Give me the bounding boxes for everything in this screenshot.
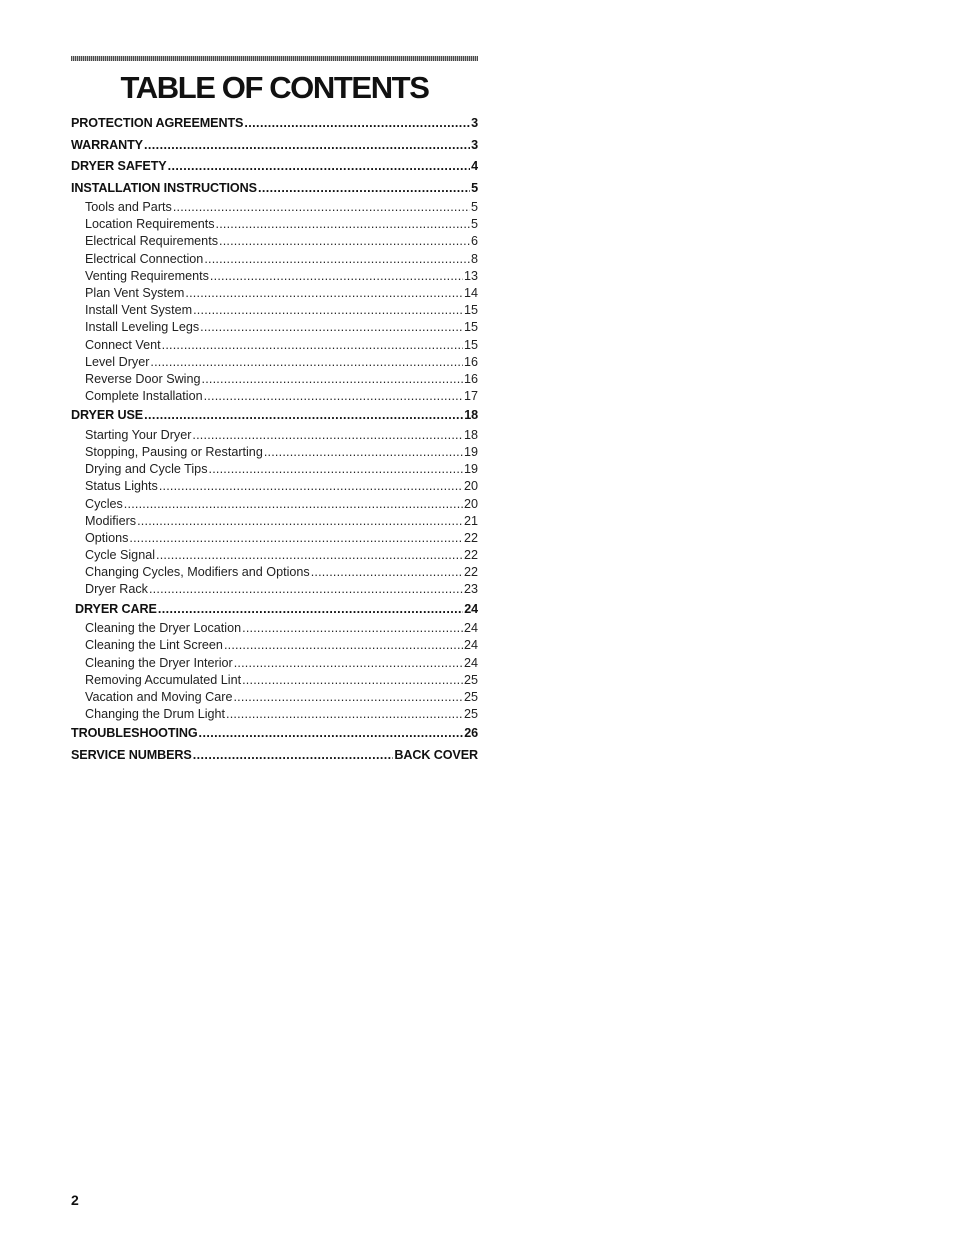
toc-subentry-label: Complete Installation [85,389,203,404]
toc-entry-page: 18 [464,408,478,423]
dot-leader [242,620,463,637]
dot-leader [202,371,463,388]
toc-subentry[interactable] [71,199,478,216]
toc-subentry[interactable] [71,371,478,388]
toc-subentry-page: 19 [463,444,478,459]
page-number: 2 [71,1192,79,1208]
toc-entry-label: PROTECTION AGREEMENTS [71,116,244,130]
dot-leader [193,302,463,319]
toc-subentry-label: Connect Vent [85,337,161,352]
toc-subentry-page: 25 [463,707,478,722]
toc-entry-label: TROUBLESHOOTING [71,726,198,741]
dot-leader [173,199,470,216]
toc-subentry-label: Drying and Cycle Tips [85,462,208,477]
toc-subentry-page: 6 [470,234,478,249]
dot-leader [144,135,470,157]
toc-subentry[interactable] [71,564,478,581]
dot-leader [234,655,463,672]
toc-subentry-label: Starting Your Dryer [85,427,192,442]
dot-leader [129,530,463,547]
toc-subentry-label: Cleaning the Lint Screen [85,638,223,653]
toc-subentry[interactable] [71,233,478,250]
dot-leader [219,233,470,250]
toc-subentry-page: 24 [463,655,478,670]
dot-leader [156,547,463,564]
toc-subentry[interactable] [71,620,478,637]
dot-leader [124,496,463,513]
dot-leader [209,461,463,478]
toc-entry-page: 26 [464,726,478,741]
toc-subentry-page: 16 [463,371,478,386]
toc-subentry-page: 25 [463,689,478,704]
toc-subentry[interactable] [71,251,478,268]
dot-leader [311,564,463,581]
toc-subentry[interactable] [71,581,478,598]
toc-subentry-label: Cycle Signal [85,548,155,563]
toc-subentry[interactable] [71,547,478,564]
toc-subentry[interactable] [71,496,478,513]
dot-leader [144,405,463,427]
toc-subentry-label: Changing the Drum Light [85,707,226,722]
toc-subentry-page: 5 [470,200,478,214]
toc-subentry-page: 13 [463,268,478,283]
toc-subentry-page: 20 [463,496,478,511]
toc-entry-page: 5 [471,180,478,195]
dot-leader [158,599,463,621]
toc-subentry[interactable] [71,478,478,495]
toc-subentry-page: 25 [463,672,478,687]
dot-leader [242,672,463,689]
dot-leader [204,388,463,405]
dot-leader [149,581,463,598]
toc-subentry-label: Location Requirements [85,217,215,232]
dot-leader [192,427,463,444]
toc-subentry-label: Status Lights [85,479,158,494]
toc-subentry-label: Removing Accumulated Lint [85,672,242,687]
toc-entry-page: 24 [464,601,478,616]
dot-leader [137,513,463,530]
toc-entry-page: 4 [471,159,478,173]
toc-subentry-label: Reverse Door Swing [85,371,201,386]
toc-subentry[interactable] [71,354,478,371]
toc-entry-dryer-use[interactable] [71,405,478,427]
toc-subentry-page: 18 [463,427,478,442]
toc-entry-label: INSTALLATION INSTRUCTIONS [71,180,257,195]
toc-subentry-label: Cleaning the Dryer Location [85,621,242,636]
toc-subentry[interactable] [71,319,478,336]
header-rule [71,56,478,61]
toc-subentry[interactable] [71,268,478,285]
toc-subentry-page: 15 [463,337,478,352]
dot-leader [162,337,463,354]
toc-subentry[interactable] [71,689,478,706]
dot-leader [244,113,470,135]
toc-subentry[interactable] [71,637,478,654]
toc-subentry-page: 22 [463,530,478,545]
toc-entry-label: WARRANTY [71,137,143,152]
toc-subentry-label: Modifiers [85,513,137,528]
toc-entry-label: DRYER SAFETY [71,159,167,173]
toc-subentry[interactable] [71,285,478,302]
toc-entry-troubleshooting[interactable] [71,723,478,745]
toc-subentry-page: 19 [463,462,478,477]
dot-leader [168,156,470,178]
toc-subentry-label: Electrical Connection [85,251,204,266]
toc-subentry[interactable] [71,706,478,723]
toc-entry-label: DRYER CARE [75,601,157,616]
toc-subentry-page: 22 [463,548,478,563]
toc-subentry-label: Dryer Rack [85,582,148,597]
dot-leader [199,723,464,745]
toc-subentry-page: 24 [463,621,478,636]
dot-leader [200,319,463,336]
toc-subentry-page: 24 [463,638,478,653]
toc-subentry-label: Cleaning the Dryer Interior [85,655,233,670]
toc-subentry-page: 8 [470,251,478,266]
toc-entry-label: SERVICE NUMBERS [71,747,192,762]
toc-subentry-label: Level Dryer [85,354,150,369]
toc-subentry-label: Cycles [85,496,123,511]
toc-subentry-label: Options [85,530,129,545]
toc-entry-page: 3 [471,116,478,130]
dot-leader [150,354,463,371]
toc-entry-page: 3 [471,137,478,152]
toc-subentry-page: 22 [463,565,478,580]
toc-subentry[interactable] [71,513,478,530]
toc-subentry-label: Tools and Parts [85,200,172,214]
toc-subentry-page: 21 [463,513,478,528]
dot-leader [204,251,470,268]
toc-subentry-page: 5 [470,217,478,232]
toc-subentry[interactable] [71,427,478,444]
dot-leader [233,689,463,706]
toc-entry-warranty[interactable] [71,135,478,157]
dot-leader [193,745,394,767]
toc-subentry[interactable] [71,444,478,461]
toc-subentry[interactable] [71,302,478,319]
toc-subentry[interactable] [71,337,478,354]
table-of-contents [71,113,478,766]
toc-subentry-page: 14 [463,285,478,300]
toc-subentry-label: Install Vent System [85,303,193,318]
toc-entry-dryer-safety[interactable] [71,156,478,178]
toc-subentry-page: 15 [463,320,478,335]
dot-leader [226,706,463,723]
toc-subentry[interactable] [71,216,478,233]
dot-leader [264,444,463,461]
toc-subentry[interactable] [71,530,478,547]
toc-subentry-label: Stopping, Pausing or Restarting [85,444,263,459]
toc-entry-page: BACK COVER [394,747,478,762]
toc-subentry-page: 20 [463,479,478,494]
dot-leader [258,178,470,200]
toc-entry-label: DRYER USE [71,408,144,423]
dot-leader [185,285,463,302]
dot-leader [224,637,463,654]
toc-subentry-label: Vacation and Moving Care [85,689,233,704]
toc-subentry[interactable] [71,655,478,672]
toc-entry-service-numbers[interactable] [71,745,478,767]
toc-subentry-label: Install Leveling Legs [85,320,200,335]
toc-entry-installation-instructions[interactable] [71,178,478,200]
toc-subentry[interactable] [71,388,478,405]
toc-subentry[interactable] [71,461,478,478]
dot-leader [216,216,470,233]
dot-leader [210,268,463,285]
toc-entry-protection-agreements[interactable] [71,113,478,135]
toc-subentry-page: 23 [463,582,478,597]
toc-subentry-label: Venting Requirements [85,268,209,283]
dot-leader [159,478,463,495]
toc-entry-dryer-care[interactable] [71,599,478,621]
toc-subentry-page: 17 [463,389,478,404]
toc-subentry-page: 15 [463,303,478,318]
toc-subentry-label: Electrical Requirements [85,234,218,249]
page-title: TABLE OF CONTENTS [120,70,429,105]
toc-subentry-page: 16 [463,354,478,369]
toc-subentry-label: Changing Cycles, Modifiers and Options [85,565,310,580]
toc-subentry[interactable] [71,672,478,689]
toc-subentry-label: Plan Vent System [85,285,185,300]
